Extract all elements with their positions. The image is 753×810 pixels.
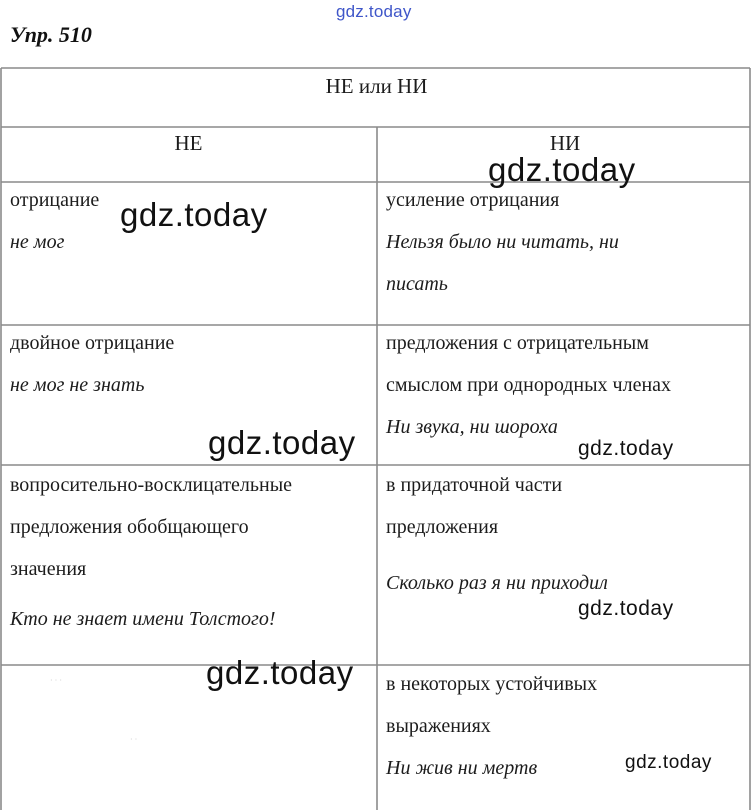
watermark: gdz.today (625, 752, 712, 773)
example-text: не мог (10, 231, 65, 253)
watermark: gdz.today (120, 196, 268, 233)
usage-text: отрицание (10, 189, 100, 211)
column-header-ni: НИ (549, 131, 581, 155)
table-cell-ni-1 (386, 179, 619, 305)
watermark: gdz.today (208, 424, 356, 461)
example-text: Нельзя было ни читать, ни (386, 231, 619, 253)
usage-text: двойное отрицание (10, 332, 175, 354)
example-text: Ни жив ни мертв (386, 757, 538, 779)
usage-text: предложения (386, 516, 499, 538)
example-text: Сколько раз я ни приходил (386, 572, 608, 594)
usage-text: смыслом при однородных членах (386, 374, 672, 396)
example-text: писать (386, 273, 448, 295)
example-text: Ни звука, ни шороха (386, 416, 558, 438)
watermark: gdz.today (578, 437, 674, 460)
usage-text: в некоторых устойчивых (386, 673, 598, 695)
column-header-ne: НЕ (174, 131, 203, 155)
watermark: gdz.today (578, 597, 674, 620)
example-text: Кто не знает имени Толстого! (10, 608, 276, 630)
usage-text: выражениях (386, 715, 491, 737)
table-cell-ne-2 (10, 322, 174, 406)
watermark: gdz.today (206, 654, 354, 691)
table-cell-ne-1 (10, 179, 99, 263)
exercise-title: Упр. 510 (10, 22, 92, 47)
scan-smudge: · · (130, 735, 138, 744)
example-text: не мог не знать (10, 374, 145, 396)
top-watermark: gdz.today (336, 2, 412, 21)
table-cell-ni-3 (386, 464, 608, 604)
usage-text: в придаточной части (386, 474, 563, 496)
table-title: НЕ или НИ (325, 74, 428, 98)
usage-text: предложения с отрицательным (386, 332, 649, 354)
usage-text: значения (10, 558, 87, 580)
scan-smudge: · · · (50, 676, 62, 685)
usage-text: вопросительно-восклицательные (10, 474, 293, 496)
table-cell-ni-2 (386, 322, 671, 448)
table-cell-ni-4 (386, 663, 597, 789)
watermark: gdz.today (488, 151, 636, 188)
table-cell-ne-3 (10, 464, 292, 640)
usage-text: усиление отрицания (386, 189, 560, 211)
usage-text: предложения обобщающего (10, 516, 249, 538)
